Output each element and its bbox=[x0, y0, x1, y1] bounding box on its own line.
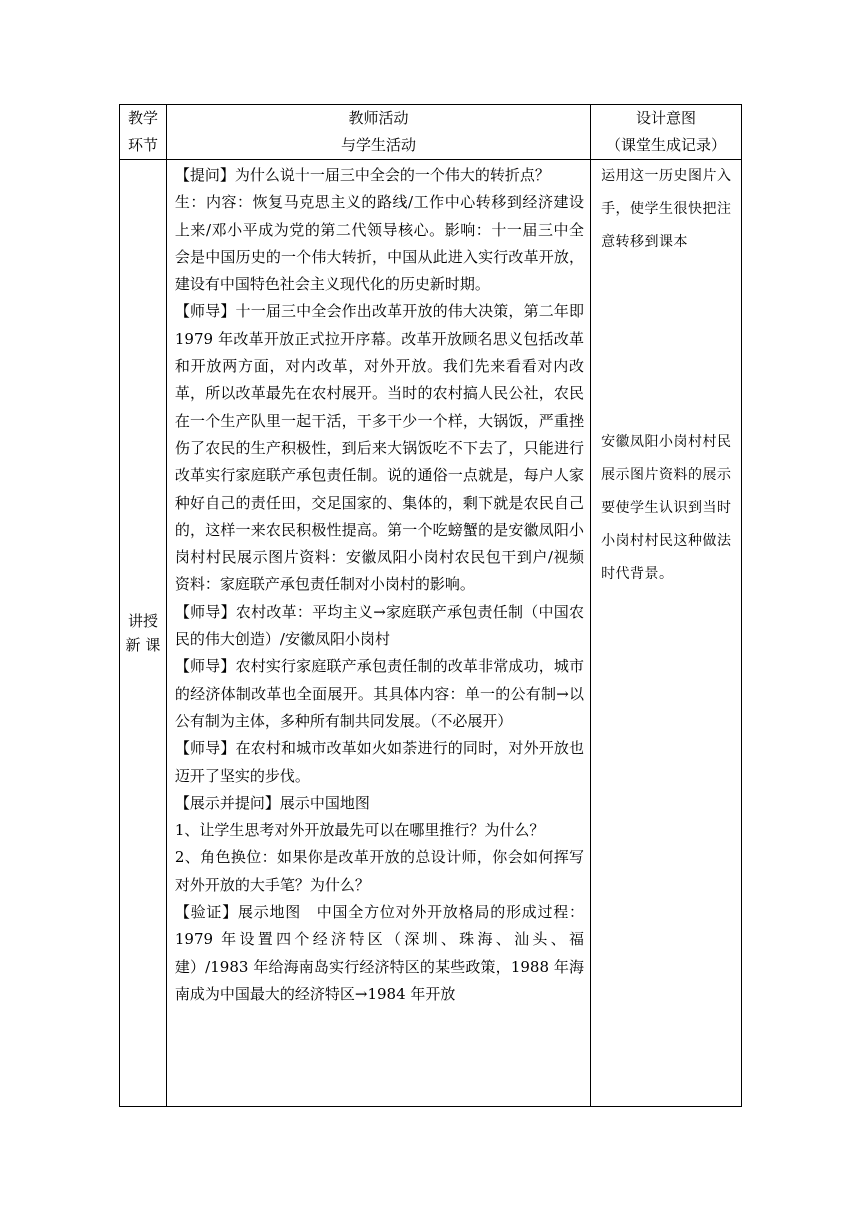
intent-note: 安徽凤阳小岗村村民展示图片资料的展示要使学生认识到当时小岗村村民这种做法时代背景。 bbox=[601, 434, 732, 582]
activity-paragraph: 【验证】展示地图 中国全方位对外开放格局的形成过程：1979 年设置四个经济特区（深圳、珠海、汕头、福建）/1983 年给海南岛实行经济特区的某些政策，1988 年海南成为中国最大的经济特区→1984 年开放 bbox=[174, 903, 585, 1003]
activity-paragraph: 【展示并提问】展示中国地图 bbox=[174, 793, 370, 812]
intent-spacer bbox=[601, 259, 737, 426]
header-activity-line2: 与学生活动 bbox=[340, 136, 416, 154]
activity-paragraph: 【师导】在农村和城市改革如火如荼进行的同时，对外开放也迈开了坚实的步伐。 bbox=[174, 739, 585, 785]
stage-cell bbox=[120, 160, 167, 1107]
intent-cell bbox=[591, 160, 742, 1107]
intent-note: 运用这一历史图片入手，使学生很快把注意转移到课本 bbox=[601, 168, 732, 250]
activity-paragraph: 1、让学生思考对外开放最先可以在哪里推行？为什么？ bbox=[174, 821, 545, 840]
stage-line2: 新 课 bbox=[125, 636, 161, 654]
header-stage-line2: 环节 bbox=[127, 136, 158, 154]
activity-paragraph: 生：内容：恢复马克思主义的路线/工作中心转移到经济建设上来/邓小平成为党的第二代领导核心。影响：十一届三中全会是中国历史的一个伟大转折，中国从此进入实行改革开放，建设有中国特色社会主义现代化的历史新时期。 bbox=[174, 193, 585, 294]
table-body-row bbox=[120, 160, 742, 1107]
header-intent-line2: （课堂生成记录） bbox=[606, 136, 727, 154]
header-intent-line1: 设计意图 bbox=[636, 109, 697, 127]
header-activity-cell bbox=[166, 105, 590, 160]
activity-paragraph: 【师导】农村改革：平均主义→家庭联产承包责任制（中国农民的伟大创造）/安徽凤阳小岗村 bbox=[174, 602, 585, 649]
activity-paragraph: 【师导】十一届三中全会作出改革开放的伟大决策，第二年即 1979 年改革开放正式拉开序幕。改革开放顾名思义包括改革和开放两方面，对内改革，对外开放。我们先来看看对内改革，所以改革最先在农村展开。当时的农村搞人民公社，农民在一个生产队里一起干活，干多干少一个样，大锅饭，严重挫伤了农民的生产积极性，到后来大锅饭吃不下去了，只能进行改革实行家庭联产承包责任制。说的通俗一点就是，每户人家种好自己的责任田，交足国家的、集体的，剩下就是农民自己的，这样一来农民积极性提高。第一个吃螃蟹的是安徽凤阳小岗村村民展示图片资料：安徽凤阳小岗村农民包干到户/视频资料：家庭联产承包责任制对小岗村的影响。 bbox=[174, 302, 585, 594]
header-stage-line1: 教学 bbox=[127, 109, 158, 127]
activity-paragraph: 【提问】为什么说十一届三中全会的一个伟大的转折点？ bbox=[174, 166, 550, 184]
activity-cell bbox=[166, 160, 590, 1107]
stage-line1: 讲授 bbox=[127, 612, 158, 630]
header-stage-cell bbox=[120, 105, 167, 160]
lesson-plan-table bbox=[119, 104, 742, 1107]
header-intent-cell bbox=[591, 105, 742, 160]
activity-paragraph: 【师导】农村实行家庭联产承包责任制的改革非常成功，城市的经济体制改革也全面展开。其具体内容：单一的公有制→以公有制为主体，多种所有制共同发展。（不必展开） bbox=[174, 657, 585, 730]
table-header-row bbox=[120, 105, 742, 160]
activity-paragraph: 2、角色换位：如果你是改革开放的总设计师，你会如何挥写对外开放的大手笔？为什么？ bbox=[174, 848, 585, 894]
header-activity-line1: 教师活动 bbox=[348, 109, 409, 127]
